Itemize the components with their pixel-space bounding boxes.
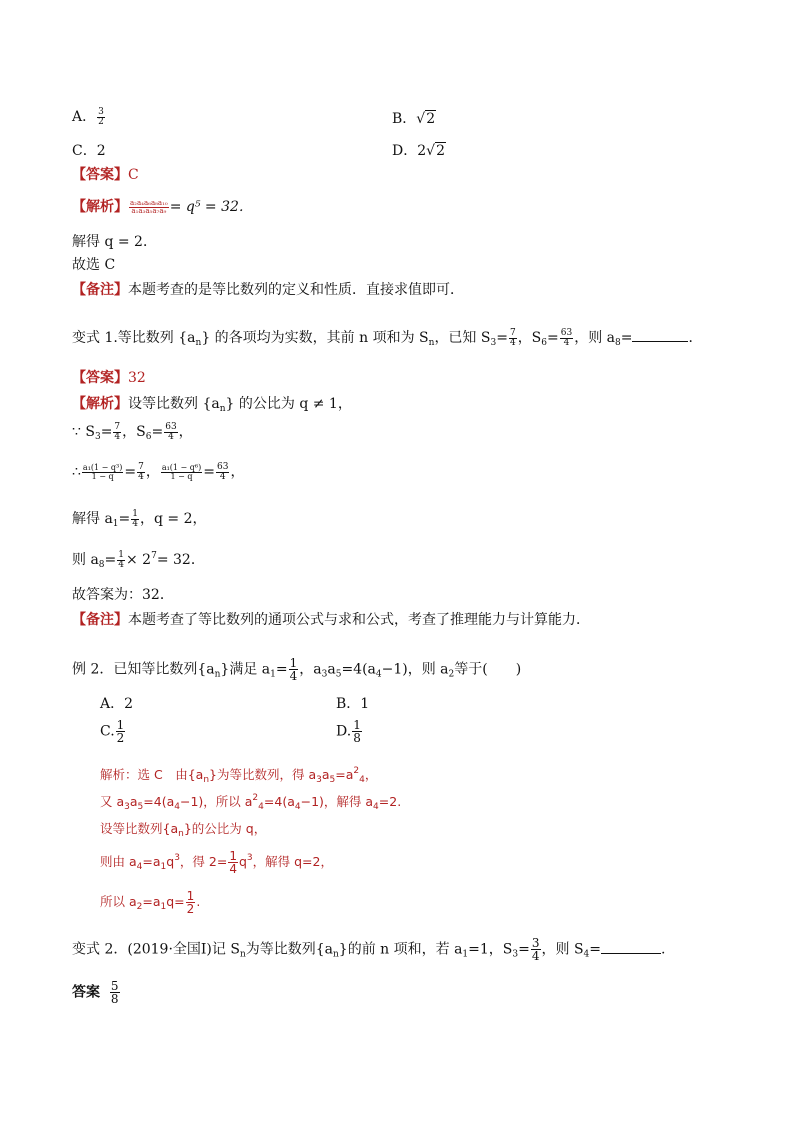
q1-option-c: C．2 (72, 143, 106, 159)
ex2-hint-1: 解析：选 C 由$\{a_n\}$为等比数列，得 $a_3a_5=a^2_4$， (100, 766, 378, 785)
fraction: $\frac{63}{4}$ (165, 421, 177, 442)
v1-note: 【备注】本题考查了等比数列的通项公式与求和公式，考查了推理能力与计算能力． (72, 612, 590, 628)
fraction: $\frac{3}{4}$ (531, 936, 540, 963)
v1-line3: ∴ $\frac{\text{a₁(1 − q³)}}{1 - q}$ = $\frac{7}{4}$ ， $\frac{\text{a₁(1 − q⁶)}}{1 - q}$ = $\frac{63}{4}$ ， (72, 461, 245, 482)
ex2-option-a: A．2 (100, 696, 134, 712)
v1-stem: 变式 1.等比数列 $\{a_n\}$ 的各项均为实数，其前 n 项和为 $S_n$，已知 $S_3=$ $\frac{7}{4}$ ，$S_6=$ $\frac{63}{4}$ ，则 $a_8=$ ． (72, 327, 703, 348)
fraction: $\frac{63}{4}$ (217, 461, 229, 482)
fraction: $\frac{1}{4}$ (118, 549, 124, 570)
fraction: $\frac{\text{a₁(1 − q³)}}{1 - q}$ (82, 462, 123, 481)
v2-answer: 答案 $\frac{5}{8}$ (72, 979, 119, 1006)
v1-answer: 【答案】32 (72, 370, 146, 386)
q1-note: 【备注】本题考查的是等比数列的定义和性质．直接求值即可． (72, 282, 464, 298)
fraction: $\frac{\text{a₁(1 − q⁶)}}{1 - q}$ (161, 462, 202, 481)
fraction: $\frac{3}{2}$ (98, 106, 104, 127)
q1-solve: 解得 q = 2． (72, 234, 157, 250)
q1-analysis: 【解析】 $\frac{\text{a₂a₄a₆a₈a₁₀}}{\text{a₁a₃a₅a₇a₉}}$ = q⁵ = 32． (72, 198, 253, 215)
fraction: $\frac{1}{8}$ (353, 718, 361, 745)
ex2-option-b: B．1 (336, 696, 370, 712)
v2-stem: 变式 2．(2019·全国Ⅰ)记 $S_n$为等比数列$\{a_n\}$的前 n 项和，若 $a_1=1$，$S_3=$ $\frac{3}{4}$ ，则 $S_4=$ . (72, 936, 666, 963)
fraction: $\frac{\text{a₂a₄a₆a₈a₁₀}}{\text{a₁a₃a₅a₇a₉}}$ (130, 198, 168, 215)
v1-line6: 故答案为：32． (72, 587, 174, 603)
ex2-hint-3: 设等比数列$\{a_n\}$的公比为 q， (100, 821, 267, 839)
fraction: $\frac{1}{4}$ (132, 508, 138, 529)
ex2-hint-5: 所以 $a_2=a_1q=$ $\frac{1}{2}$ . (100, 889, 201, 916)
fraction: $\frac{7}{4}$ (509, 327, 516, 348)
q1-option-b: B．√2 (392, 111, 436, 127)
v1-line4: 解得 $a_1=$ $\frac{1}{4}$ ，q = 2， (72, 508, 207, 529)
ex2-hint-2: 又 $a_3a_5=4(a_4-1)$，所以 $a^2_4=4(a_4-1)$，解得 $a_4=2$. (100, 793, 402, 812)
answer-blank (601, 953, 661, 954)
fraction: $\frac{63}{4}$ (560, 327, 573, 348)
q1-answer: 【答案】C (72, 167, 139, 183)
ex2-option-d: D. $\frac{1}{8}$ (336, 718, 361, 745)
fraction: $\frac{7}{4}$ (114, 421, 121, 442)
ex2-stem: 例 2．已知等比数列$\{a_n\}$满足 $a_1=$ $\frac{1}{4}$ ，$a_3a_5=4(a_4-1)$，则 $a_2$等于( ) (72, 656, 522, 683)
fraction: $\frac{5}{8}$ (110, 979, 119, 1006)
answer-blank (632, 341, 688, 342)
ex2-hint-4: 则由 $a_4=a_1q^3$，得 2= $\frac{1}{4}$ $q^3$，解得 q=2， (100, 849, 333, 876)
v1-analysis: 【解析】设等比数列 $\{a_n\}$ 的公比为 q ≠ 1， (72, 396, 352, 414)
q1-option-a: A． $\frac{3}{2}$ (72, 106, 104, 127)
fraction: $\frac{1}{2}$ (116, 718, 125, 745)
fraction: $\frac{1}{4}$ (229, 849, 237, 876)
v1-line2: ∵ $S_3=$ $\frac{7}{4}$ ，$S_6=$ $\frac{63}{4}$ ， (72, 421, 193, 442)
fraction: $\frac{1}{4}$ (289, 656, 298, 683)
fraction: $\frac{7}{4}$ (138, 461, 144, 482)
q1-option-d: D．2√2 (392, 143, 445, 159)
q1-choose: 故选 C (72, 257, 116, 273)
fraction: $\frac{1}{2}$ (186, 889, 195, 916)
ex2-option-c: C. $\frac{1}{2}$ (100, 718, 125, 745)
v1-line5: 则 $a_8=$ $\frac{1}{4}$ × $2^7= 32$． (72, 549, 205, 570)
